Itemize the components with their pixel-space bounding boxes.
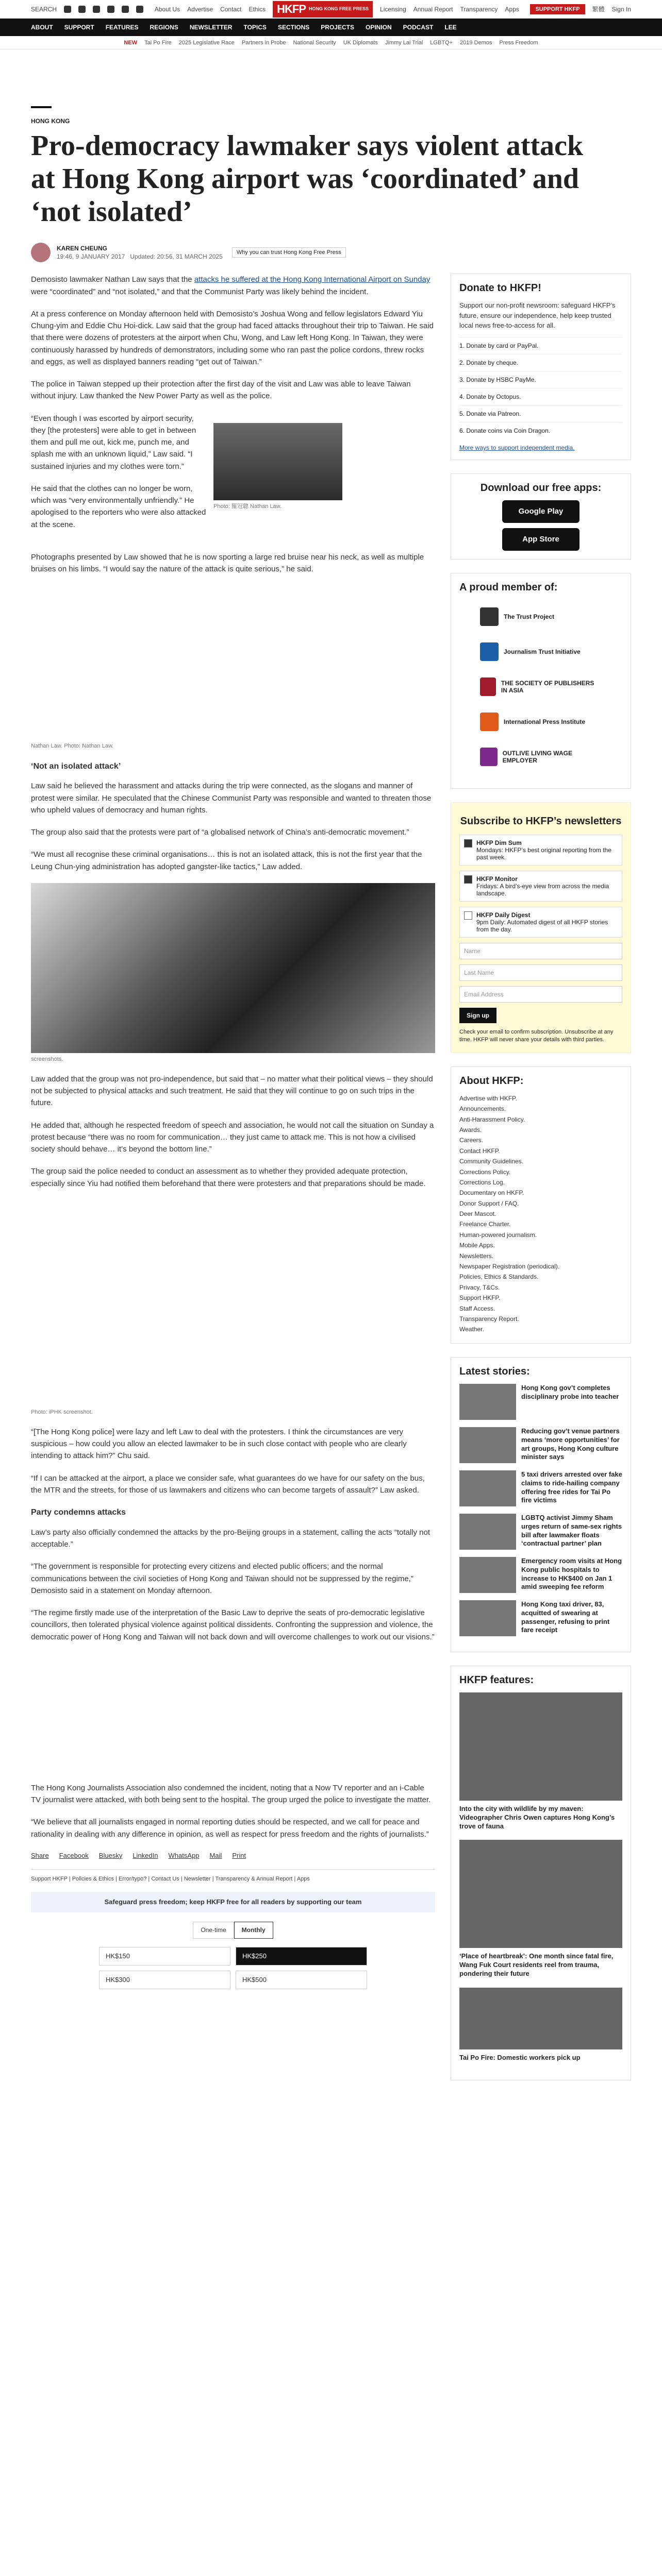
util-link[interactable]: Transparency (460, 5, 498, 13)
nav-opinion[interactable]: OPINION (365, 24, 392, 31)
latest-title: Latest stories: (459, 1365, 530, 1377)
caption: Nathan Law. Photo: Nathan Law. (31, 743, 114, 750)
caption: Photo: 羅冠聰 Nathan Law. (213, 503, 282, 510)
partners-title: A proud member of: (459, 581, 558, 593)
partner-logo[interactable] (480, 745, 602, 769)
util-link[interactable]: About Us (154, 5, 180, 13)
nav-sections[interactable]: SECTIONS (277, 24, 310, 31)
about-link[interactable]: Anti-Harassment Policy. (459, 1115, 525, 1123)
tab-one-time[interactable]: One-time (193, 1922, 234, 1939)
donation-frequency-tabs (31, 1922, 435, 1939)
share-bluesky[interactable]: Bluesky (98, 1851, 123, 1859)
newsletter-desc: Fridays: A bird’s-eye view from across the media landscape. (476, 882, 609, 897)
paragraph: The police in Taiwan stepped up their protection after the first day of the visit and Law was able to leave Taiwan without injury. Law thanked the New Power Party as well as the police. (31, 380, 411, 401)
paragraph: “If I can be attacked at the airport, a place we consider safe, what guarantees do we have for our safety on the bus, the MTR and the streets, for those of us lawmakers and citizens who can become targets of assault?” Law asked. (31, 1473, 425, 1495)
util-link[interactable]: Annual Report (413, 5, 453, 13)
about-link[interactable]: Deer Mascot. (459, 1210, 496, 1218)
story-thumbnail[interactable] (459, 1557, 516, 1593)
airport-screenshot-collage[interactable] (31, 883, 435, 1053)
util-link[interactable]: Licensing (380, 5, 406, 13)
donate-option[interactable]: 5. Donate via Patreon. (459, 405, 622, 422)
utility-links (155, 1, 519, 18)
trending-new-badge: NEW (124, 39, 138, 46)
features-box (451, 1666, 631, 2080)
about-link[interactable]: Freelance Charter. (459, 1221, 511, 1228)
tab-monthly[interactable]: Monthly (234, 1922, 273, 1939)
sign-up-button[interactable]: Sign up (459, 1008, 496, 1023)
about-link[interactable]: Community Guidelines. (459, 1158, 524, 1165)
about-link[interactable]: Privacy, T&Cs. (459, 1283, 500, 1291)
paragraph: “The government is responsible for protecting every citizens and elected public officers; and the normal communications between the civil societies of Hong Kong and Taiwan should not be suppressed by the regime,” Demosisto said in a statement on Monday afternoon. (31, 1562, 413, 1595)
paragraph: Law’s party also officially condemned the attacks by the pro-Beijing groups in a statement, calling the acts “totally not acceptable.” (31, 1528, 431, 1549)
paragraph: The Hong Kong Journalists Association also condemned the incident, noting that a Now TV reporter and an i-Cable TV journalist were attacked, with both being sent to the hospital. The group urged the police to investigate the matter. (31, 1783, 431, 1805)
partner-name: International Press Institute (504, 718, 586, 725)
article-body (31, 274, 435, 2094)
share-whatsapp[interactable]: WhatsApp (168, 1851, 200, 1859)
story-thumbnail[interactable] (459, 1600, 516, 1636)
language-switch[interactable]: 繁體 (592, 6, 605, 13)
paragraph: “Even though I was escorted by airport security, they [the protesters] were able to get in between them and pull me out, kick me, punch me, and splash me with an unknown liquid,” Law said. “I sustained injuries and my clothes were torn.” (31, 414, 196, 471)
newsletter-box (451, 802, 631, 1053)
sign-in-link[interactable]: Sign In (611, 5, 631, 13)
newsletter-note: Check your email to confirm subscription. Unsubscribe at any time. HKFP will never share your details with third parties. (459, 1028, 614, 1043)
about-link[interactable]: Advertise with HKFP. (459, 1094, 517, 1102)
about-link[interactable]: Announcements. (459, 1105, 506, 1113)
story-title[interactable]: LGBTQ activist Jimmy Sham urges return of same-sex rights bill after lawmaker floats ‘contractual partner’ plan (521, 1513, 622, 1548)
partner-logo[interactable] (480, 675, 602, 699)
ipi-icon (480, 713, 499, 731)
about-link[interactable]: Support HKFP. (459, 1294, 501, 1302)
amount-option[interactable]: HK$150 (99, 1947, 230, 1965)
trending-link[interactable]: UK Diplomats (343, 39, 378, 46)
subheading: ‘Not an isolated attack’ (31, 761, 121, 771)
nav-topics[interactable]: TOPICS (243, 24, 267, 31)
util-link[interactable]: Ethics (249, 5, 266, 13)
partner-logo[interactable] (480, 605, 602, 629)
features-title: HKFP features: (459, 1674, 534, 1686)
share-mail[interactable]: Mail (209, 1851, 222, 1859)
trending-link[interactable]: LGBTQ+ (430, 39, 453, 46)
nav-features[interactable]: FEATURES (105, 24, 139, 31)
amount-option[interactable]: HK$500 (236, 1971, 367, 1989)
newsletter-option[interactable] (459, 871, 622, 902)
paragraph: Photographs presented by Law showed that he is now sporting a large red bruise near his neck, as well as multiple bruises on his limbs. “I would say the nature of the attack is quite serious,” he said. (31, 552, 424, 574)
donate-option[interactable]: 1. Donate by card or PayPal. (459, 337, 622, 354)
youtube-icon[interactable] (107, 6, 114, 13)
about-link[interactable]: Staff Access. (459, 1304, 495, 1312)
about-link[interactable]: Weather. (459, 1326, 484, 1333)
trending-link[interactable]: 2025 Legislative Race (178, 39, 235, 46)
story-thumbnail[interactable] (459, 1427, 516, 1463)
story-thumbnail[interactable] (459, 1470, 516, 1506)
google-play-button[interactable]: Google Play (502, 500, 580, 523)
nav-about[interactable]: ABOUT (31, 24, 53, 31)
about-link[interactable]: Corrections Log. (459, 1178, 505, 1186)
share-label[interactable]: Share (31, 1851, 49, 1859)
logo-mark: HKFP (277, 2, 306, 15)
embed-placeholder (31, 1200, 435, 1406)
story-item[interactable] (459, 1557, 622, 1593)
facebook-icon[interactable] (78, 6, 86, 13)
text-run: were “coordinated” and “not isolated,” and that the Communist Party was likely behind the incident. (31, 287, 369, 296)
partner-name: OUTLIVE LIVING WAGE EMPLOYER (502, 749, 572, 764)
publish-date: 19:46, 9 JANUARY 2017 (57, 253, 125, 261)
support-banner[interactable]: Safeguard press freedom; keep HKFP free for all readers by supporting our team (31, 1892, 435, 1912)
search-link[interactable]: SEARCH (31, 5, 57, 13)
story-title[interactable]: Reducing gov’t venue partners means ‘more opportunities’ for art groups, Hong Kong culture minister says (521, 1427, 620, 1461)
amount-option[interactable]: HK$300 (99, 1971, 230, 1989)
story-item[interactable] (459, 1384, 622, 1420)
about-link[interactable]: Human-powered journalism. (459, 1231, 537, 1239)
partner-logo[interactable] (480, 710, 602, 734)
feature-image[interactable] (459, 1840, 622, 1948)
share-print[interactable]: Print (232, 1851, 246, 1859)
checkbox[interactable] (464, 839, 472, 848)
trust-project-icon (480, 607, 499, 626)
paragraph: He said that the clothes can no longer be worn, which was “very environmentally unfriendly.” He apologised to the reporters who were also attacked at the scene. (31, 484, 206, 529)
feature-title[interactable]: Tai Po Fire: Domestic workers pick up (459, 2054, 581, 2062)
story-thumbnail[interactable] (459, 1384, 516, 1420)
byline (31, 243, 631, 262)
donate-option[interactable]: 4. Donate by Octopus. (459, 388, 622, 405)
feature-image[interactable] (459, 1692, 622, 1801)
newsletter-desc: Mondays: HKFP’s best original reporting from the past week. (476, 846, 611, 861)
hkfp-logo[interactable] (273, 1, 373, 18)
newsletter-desc: 9pm Daily: Automated digest of all HKFP stories from the day. (476, 918, 608, 933)
article-title: Pro-democracy lawmaker says violent attack at Hong Kong airport was ‘coordinated’ and ‘not isolated’ (31, 130, 584, 228)
about-link[interactable]: Donor Support / FAQ. (459, 1199, 519, 1207)
article-footer-links[interactable]: Support HKFP | Policies & Ethics | Error/typo? | Contact Us | Newsletter | Transparency & Annual Report | Apps (31, 1869, 435, 1884)
newsletter-name: HKFP Dim Sum (476, 839, 522, 846)
partner-name: Journalism Trust Initiative (504, 648, 581, 655)
newsletter-option[interactable] (459, 835, 622, 866)
text-run: Demosisto lawmaker Nathan Law says that the (31, 275, 194, 284)
paragraph: Law added that the group was not pro-independence, but said that – no matter what their political views – they should not be subjected to physical attacks and such treatment. He said that they will continue to go on such trips in the future. (31, 1074, 433, 1108)
trending-link[interactable]: Partners in Probe (241, 39, 286, 46)
about-link[interactable]: Newsletters. (459, 1252, 494, 1260)
about-box (451, 1066, 631, 1344)
subheading: Party condemns attacks (31, 1508, 126, 1517)
story-title[interactable]: Emergency room visits at Hong Kong public hospitals to increase to HK$400 on Jan 1 amid sweeping fee reform (521, 1556, 622, 1591)
about-link[interactable]: Mobile Apps. (459, 1242, 495, 1249)
last-name-input[interactable]: Last Name (459, 964, 622, 981)
paragraph (31, 274, 435, 298)
story-title[interactable]: Hong Kong gov’t completes disciplinary probe into teacher (521, 1383, 619, 1400)
logo-subtitle: HONG KONG FREE PRESS (309, 6, 369, 11)
embed-placeholder (31, 585, 435, 740)
about-link[interactable]: Policies, Ethics & Standards. (459, 1273, 539, 1281)
living-wage-icon (480, 748, 498, 766)
caption: screenshots. (31, 1056, 63, 1062)
donate-text: Support our non-profit newsroom: safeguard HKFP’s future, ensure our independence, help keep trusted local news free-to-access for all. (459, 301, 616, 330)
partner-name: The Trust Project (504, 613, 555, 620)
support-button[interactable]: SUPPORT HKFP (530, 4, 585, 14)
donation-amounts (99, 1947, 367, 1989)
bluesky-icon[interactable] (136, 6, 143, 13)
press-conference-photo[interactable] (213, 423, 342, 500)
donate-option[interactable]: 2. Donate by cheque. (459, 354, 622, 371)
email-input[interactable]: Email Address (459, 986, 622, 1003)
story-title[interactable]: 5 taxi drivers arrested over fake claims to ride-hailing company offering free rides for Tai Po fire victims (521, 1470, 622, 1504)
story-item[interactable] (459, 1514, 622, 1550)
about-title: About HKFP: (459, 1075, 524, 1087)
trending-link[interactable]: National Security (293, 39, 336, 46)
newsletter-title: Subscribe to HKFP’s newsletters (460, 815, 622, 827)
name-input[interactable]: Name (459, 943, 622, 959)
sopa-icon (480, 677, 496, 696)
story-item[interactable] (459, 1470, 622, 1506)
paragraph: “[The Hong Kong police] were lazy and left Law to deal with the protesters. I think the circumstances are very suspicious – how could you allow an elected lawmaker to be in such close contact with people who are clearly intending to attack him?” Chu said. (31, 1427, 407, 1461)
apps-title: Download our free apps: (480, 482, 602, 494)
paragraph: Law said he believed the harassment and attacks during the trip were connected, as the slogans and manner of protest were similar. He speculated that the Chinese Communist Party was responsible and wanted to threaten those who upheld values of democracy and human rights. (31, 782, 432, 815)
app-store-button[interactable]: App Store (502, 528, 580, 551)
nav-projects[interactable]: PROJECTS (321, 24, 354, 31)
donate-option[interactable]: 6. Donate coins via Coin Dragon. (459, 422, 622, 439)
donate-more-link[interactable]: More ways to support independent media. (459, 444, 575, 451)
share-linkedin[interactable]: LinkedIn (133, 1851, 158, 1859)
newsletter-name: HKFP Monitor (476, 875, 518, 883)
story-title[interactable]: Hong Kong taxi driver, 83, acquitted of swearing at passenger, refusing to print fare receipt (521, 1600, 610, 1634)
about-link[interactable]: Newspaper Registration (periodical). (459, 1263, 560, 1270)
newsletter-option[interactable] (459, 907, 622, 938)
embed-placeholder (31, 1653, 435, 1782)
partners-box (451, 573, 631, 789)
feature-title[interactable]: ‘Place of heartbreak’: One month since fatal fire, Wang Fuk Court residents reel from trauma, pondering their future (459, 1952, 614, 1978)
x-icon[interactable] (64, 6, 71, 13)
feature-title[interactable]: Into the city with wildlife by my maven: Videographer Chris Owen captures Hong Kong’s trove of fauna (459, 1804, 615, 1830)
about-link[interactable]: Transparency Report. (459, 1315, 519, 1323)
paragraph: He added that, although he respected freedom of speech and association, he would not call the situation on Sunday a protest because “there was no room for communication… they just came to attack me. This is not how a civilised society should behave… it’s beyond the bottom line.” (31, 1121, 434, 1154)
latest-box (451, 1357, 631, 1652)
trending-link[interactable]: Press Freedom (499, 39, 538, 46)
paragraph: “We must all recognise these criminal organisations… this is not an isolated attack, this is not the first year that the Leung Chun-ying administration has adopted gangster-like tactics,” Law added. (31, 850, 422, 871)
threads-icon[interactable] (122, 6, 129, 13)
jti-icon (480, 642, 499, 661)
story-thumbnail[interactable] (459, 1514, 516, 1550)
feature-image[interactable] (459, 1988, 622, 2049)
nav-regions[interactable]: REGIONS (150, 24, 178, 31)
about-link[interactable]: Contact HKFP. (459, 1147, 500, 1155)
util-link[interactable]: Apps (505, 5, 519, 13)
about-link[interactable]: Documentary on HKFP. (459, 1189, 524, 1197)
updated-date: Updated: 20:56, 31 MARCH 2025 (130, 253, 223, 261)
checkbox[interactable] (464, 875, 472, 884)
util-link[interactable]: Contact (220, 5, 242, 13)
paragraph: “We believe that all journalists engaged in normal reporting duties should be respected, and we call for peace and rationality in dealing with any difference in opinion, as well as respect for press freedom and the rights of journalists.” (31, 1818, 429, 1839)
nav-lee[interactable]: LEE (444, 24, 457, 31)
nav-podcast[interactable]: PODCAST (403, 24, 434, 31)
story-item[interactable] (459, 1600, 622, 1636)
main-nav (0, 19, 662, 36)
trending-bar (0, 36, 662, 49)
newsletter-name: HKFP Daily Digest (476, 911, 531, 919)
checkbox[interactable] (464, 911, 472, 920)
share-links (31, 1851, 435, 1861)
amount-option-selected[interactable]: HK$250 (236, 1947, 367, 1965)
story-item[interactable] (459, 1427, 622, 1463)
partner-logo[interactable] (480, 640, 602, 664)
attacks-link[interactable]: attacks he suffered at the Hong Kong International Airport on Sunday (194, 275, 431, 284)
instagram-icon[interactable] (93, 6, 100, 13)
paragraph: The group said the police needed to conduct an assessment as to whether they provided adequate protection, especially since Yiu had notified them beforehand that there were protesters and that preparations should be made. (31, 1167, 426, 1188)
about-link[interactable]: Careers. (459, 1137, 484, 1144)
paragraph: The group also said that the protests were part of “a globalised network of China’s anti-democratic movement.” (31, 828, 409, 837)
trending-link[interactable]: 2019 Demos (460, 39, 492, 46)
share-facebook[interactable]: Facebook (59, 1851, 89, 1859)
top-bar (0, 0, 662, 19)
author-name[interactable]: KAREN CHEUNG (57, 244, 108, 252)
about-link[interactable]: Awards. (459, 1126, 482, 1133)
apps-box (451, 473, 631, 560)
category-label[interactable]: HONG KONG (31, 106, 52, 125)
about-list (459, 1093, 622, 1335)
donate-option[interactable]: 3. Donate by HSBC PayMe. (459, 371, 622, 388)
nav-newsletter[interactable]: NEWSLETTER (189, 24, 233, 31)
trending-link[interactable]: Tai Po Fire (144, 39, 172, 46)
author-avatar (31, 243, 51, 262)
paragraph: “The regime firstly made use of the interpretation of the Basic Law to deprive the seats of pro-democratic legislative councillors, then tolerated physical violence against political dissidents. Confronting the suppression and violence, the democratic power of Hong Kong and Taiwan will not back down and will overcome challenges to work out our visions.” (31, 1608, 435, 1641)
about-link[interactable]: Corrections Policy. (459, 1168, 511, 1176)
partner-name: THE SOCIETY OF PUBLISHERS IN ASIA (501, 679, 594, 694)
sidebar (451, 274, 631, 2094)
donate-box (451, 274, 631, 460)
donate-title: Donate to HKFP! (459, 282, 541, 294)
nav-support[interactable]: SUPPORT (64, 24, 94, 31)
caption: Photo: iPHK screenshot. (31, 1409, 93, 1415)
trending-link[interactable]: Jimmy Lai Trial (385, 39, 423, 46)
paragraph: At a press conference on Monday afternoon held with Demosisto’s Joshua Wong and fellow legislators Edward Yiu Chung-yim and Eddie Chu Hoi-dick. Law said that the group had faced attacks throughout their trip to Taiwan. He said that there were dozens of protesters at the airport when Chu, Wong, and Law left Hong Kong. In Taiwan, they were continuously harassed by hundreds of demonstrators, including some who ran past the police cordons, threw rocks and eggs, as well as displayed banners reading “get out of Taiwan.” (31, 309, 434, 366)
trust-link[interactable]: Why you can trust Hong Kong Free Press (232, 247, 346, 258)
util-link[interactable]: Advertise (187, 5, 213, 13)
